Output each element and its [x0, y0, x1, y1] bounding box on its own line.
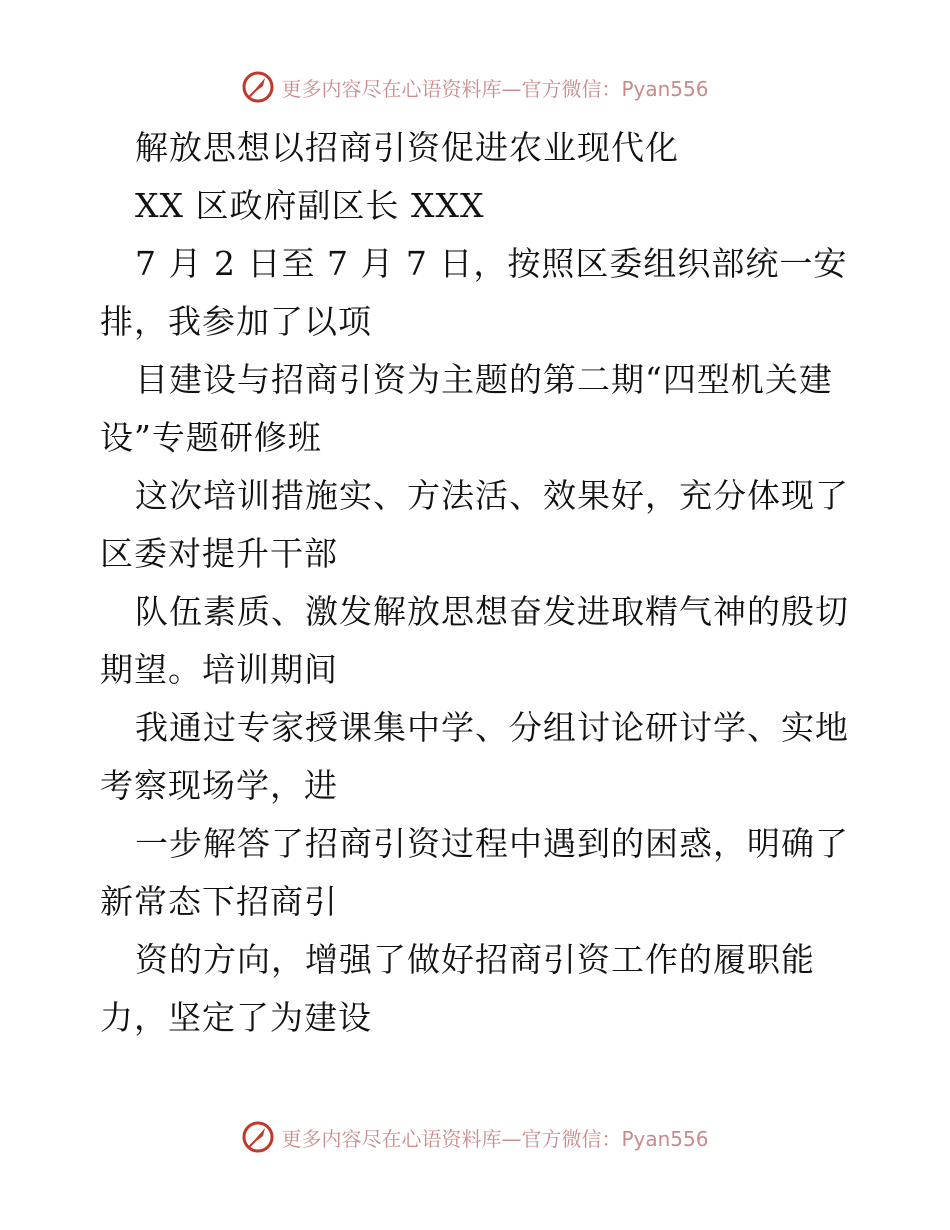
paragraph-line: 区委对提升干部	[100, 534, 338, 573]
watermark-text: 更多内容尽在心语资料库—官方微信：Pyan556	[281, 1126, 709, 1151]
doc-author: XX 区政府副区长 XXX	[135, 186, 485, 225]
quill-logo-icon	[241, 70, 275, 104]
paragraph-line: 期望。培训期间	[100, 650, 338, 689]
doc-title: 解放思想以招商引资促进农业现代化	[135, 128, 679, 167]
paragraph-line: 考察现场学，进	[100, 766, 338, 805]
paragraph-line: 资的方向，增强了做好招商引资工作的履职能	[135, 940, 815, 979]
paragraph-line: 我通过专家授课集中学、分组讨论研讨学、实地	[135, 708, 849, 747]
paragraph-line: 目建设与招商引资为主题的第二期“四型机关建	[135, 360, 833, 399]
paragraph-line: 排，我参加了以项	[100, 302, 372, 341]
paragraph-line: 设”专题研修班	[100, 418, 322, 457]
footer-watermark	[0, 1120, 950, 1154]
paragraph-line: 这次培训措施实、方法活、效果好，充分体现了	[135, 476, 849, 515]
paragraph-line: 一步解答了招商引资过程中遇到的困惑，明确了	[135, 824, 849, 863]
paragraph-line: 队伍素质、激发解放思想奋发进取精气神的殷切	[135, 592, 849, 631]
watermark-text: 更多内容尽在心语资料库—官方微信：Pyan556	[281, 76, 709, 101]
quill-logo-icon	[241, 1120, 275, 1154]
paragraph-line: 新常态下招商引	[100, 882, 338, 921]
header-watermark	[0, 70, 950, 104]
paragraph-line: 力，坚定了为建设	[100, 998, 372, 1037]
paragraph-line: 7 月 2 日至 7 月 7 日，按照区委组织部统一安	[135, 244, 848, 283]
